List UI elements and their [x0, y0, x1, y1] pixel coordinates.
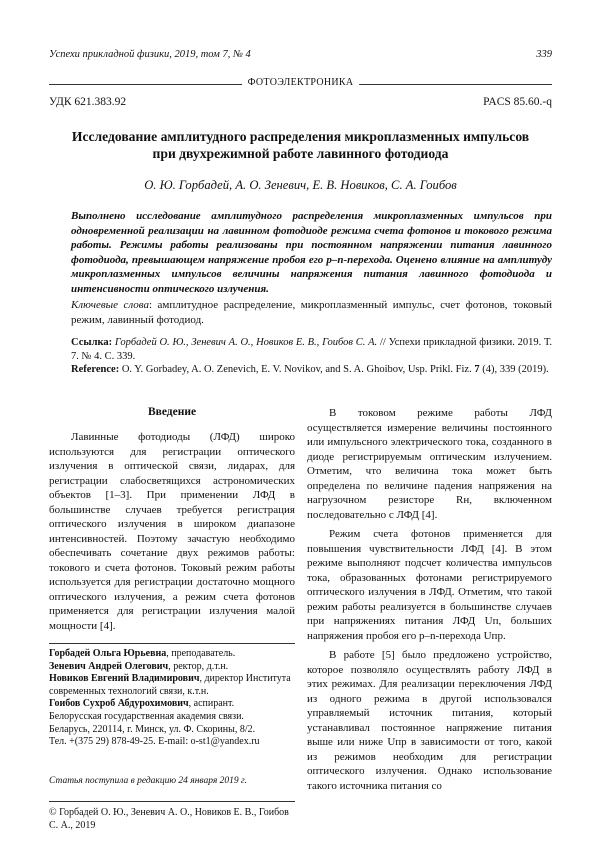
author-notes: [49, 643, 295, 749]
body-paragraph: В токовом режиме работы ЛФД осуществляется измерение величины постоянного или импульсного электрического тока, созданного в диоде регистрируемым оптическим излучением. Отметим, что величина тока может быть определена по величине падения напряжения на нагрузочном резисторе Rн, включенном последовательно с ЛФД [4].: [307, 407, 552, 521]
affiliation-line: Тел. +(375 29) 878-49-25. E-mail: o-st1@yandex.ru: [49, 736, 260, 748]
body-paragraph: Режим счета фотонов применяется для повышения чувствительности ЛФД [4]. В этом режиме выполняют подсчет количества импульсов тока, образованных фотонами регистрируемого оптического излучения в ЛФД. Отметим, что такой режим работы реализуется в большинстве случаев при напряжениях питания ЛФД Uп, больших напряжения пробоя его p–n-перехода Uпр.: [307, 528, 552, 642]
author-note: [49, 661, 295, 674]
left-column: [49, 406, 295, 633]
author-list: О. Ю. Горбадей, А. О. Зеневич, Е. В. Новиков, С. А. Гоибов: [144, 178, 457, 192]
affiliation-line: Белорусская государственная академия связи.: [49, 710, 244, 722]
copyright-notice: [49, 801, 295, 832]
author-note-name: Горбадей Ольга Юрьевна: [49, 648, 167, 659]
author-note-info: , аспирант.: [188, 698, 235, 710]
author-note: [49, 648, 295, 661]
page-number: 339: [536, 49, 552, 60]
author-note: [49, 673, 295, 698]
intro-paragraph: Лавинные фотодиоды (ЛФД) широко используются для регистрации оптического излучения в оптической связи, лидарах, для регистрации слабосветящихся астрономических объектов [1–3]. При применении ЛФД в большинстве случаев требуется регистрация оптического излучения в широком диапазоне интенсивностей. Поэтому зачастую необходимо обеспечивать сочетание двух режимов работы: токового и счета фотонов. Токовый режим работы используется для регистрации достаточно мощного оптического излучения, а режим счета фотонов применяется для регистрации излучения малой мощности [4].: [49, 431, 295, 632]
copyright-rule: [49, 801, 295, 802]
author-note-name: Зеневич Андрей Олегович: [49, 660, 169, 672]
citation-ru-authors: Горбадей О. Ю., Зеневич А. О., Новиков Е. В., Гоибов С. А.: [114, 337, 378, 348]
paper-page: [49, 0, 552, 849]
journal-name: Успехи прикладной физики, 2019, том 7, № 4: [49, 49, 251, 60]
footnote-rule: [49, 643, 295, 644]
section-label: ФОТОЭЛЕКТРОНИКА: [242, 77, 360, 88]
keywords-text: : амплитудное распределение, микроплазменный импульс, счет фотонов, токовый режим, лавинный фотодиод.: [71, 299, 552, 326]
keywords: [71, 298, 552, 327]
author-note-name: Новиков Евгений Владимирович: [49, 673, 200, 685]
author-note-info: , преподаватель.: [166, 648, 236, 659]
citation-ru-rest: // Успехи прикладной физики. 2019. Т. 7. № 4. С. 339.: [71, 337, 553, 362]
intro-heading: Введение: [147, 406, 197, 418]
author-note: [49, 698, 295, 711]
section-divider: [49, 77, 552, 91]
citation-ru-label: Ссылка:: [71, 337, 113, 348]
classification-codes: [49, 96, 552, 108]
copyright-text: © Горбадей О. Ю., Зеневич А. О., Новиков Е. В., Гоибов С. А., 2019: [49, 807, 289, 831]
running-header: [49, 49, 552, 60]
paper-title: Исследование амплитудного распределения микроплазменных импульсов при двухрежимной работе лавинного фотодиода: [71, 129, 530, 161]
body-paragraph: В работе [5] было предложено устройство, которое позволяло осуществлять работу ЛФД в этих режимах. Для реализации переключения ЛФД из одного режима в другой использовался управляемый источник питания, который устанавливал постоянное напряжение питания выше или ниже Uпр в зависимости от того, какой из режимов необходим для регистрации оптического излучения. Однако использование такого источника питания со: [307, 649, 552, 792]
received-date: Статья поступила в редакцию 24 января 2019 г.: [49, 776, 247, 786]
udk-code: УДК 621.383.92: [49, 96, 127, 108]
pacs-code: PACS 85.60.-q: [483, 96, 552, 108]
citation-ru: [71, 336, 552, 363]
author-note-info: , ректор, д.т.н.: [168, 660, 229, 672]
right-column: [307, 406, 552, 793]
citation-en-text: O. Y. Gorbadey, A. O. Zenevich, E. V. Novikov, and S. A. Ghoibov, Usp. Prikl. Fiz.: [119, 364, 475, 376]
citation-en-label: Reference:: [71, 364, 120, 376]
citation-en-volume: 7: [474, 364, 480, 376]
citation-en: [71, 363, 552, 377]
citation-block: [71, 336, 552, 377]
author-note-info: , директор Института современных технологий связи, к.т.н.: [49, 673, 291, 697]
citation-en-tail: (4), 339 (2019).: [479, 364, 549, 376]
abstract: Выполнено исследование амплитудного распределения микроплазменных импульсов при одновременной реализации на лавинном фотодиоде режима счета фотонов и токового режима работы. Режимы работы реализованы при постоянном напряжении питания лавинного фотодиода, превышающем напряжение пробоя его p–n-перехода. Оценено влияние на амплитуду микроплазменных импульсов величины напряжения питания лавинного фотодиода и интенсивности оптического излучения.: [71, 210, 552, 295]
author-note-name: Гоибов Сухроб Абдурохимович: [49, 698, 189, 710]
affiliation-line: Беларусь, 220114, г. Минск, ул. Ф. Скорины, 8/2.: [49, 723, 256, 735]
keywords-label: Ключевые слова: [71, 299, 149, 311]
